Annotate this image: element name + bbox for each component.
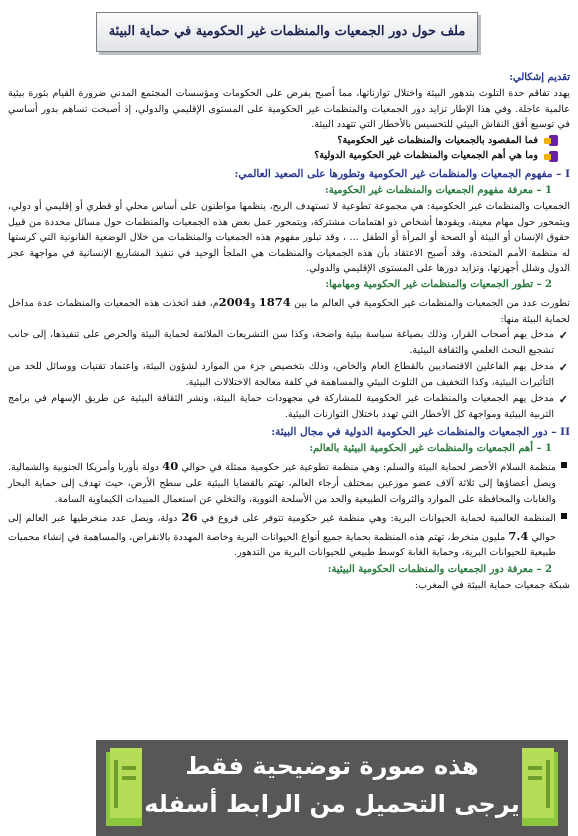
check-icon: ✓ xyxy=(558,361,568,375)
list-item: ✓ مدخل يهم أصحاب القرار، وذلك بصياغة سياسة بيئية واضحة، وكذا سن التشريعات الملائمة لحماية البيئة والحرص على تنفيذها، إلى جانب تشجيع البحث العلمي والثقافة البيئية. xyxy=(8,329,568,356)
section1-sub1-paragraph: الجمعيات والمنظمات غير الحكومية: هي مجموعة تطوعية لا تستهدف الربح، ينظمها مواطنون على أساس محلي أو قطري أو إقليمي أو دولي، ويتمحور حول مهام معينة، ويقودها أشخاص ذو اهتمامات مشتركة، ويتمحور عمل بعض هذه الجمعيات والمنظمات حول مسائل محددة من قبيل حقوق الإنسان أو البيئة أو الصحة أو المرأة أو الطفل ... ، وقد تبلور مفهوم هذه الجمعيات والمنظمات من خلال الوضعية القانونية التي كرستها له منظمة الأمم المتحدة، وقد أصبح الاعتقاد بأن هذه الجمعيات والمنظمات هي الملجأ الوحيد في تنفيذ المشاريع الإنسانية في مواجهة عجز الدول وشلل أجهزتها، وتزايد دورها على المستوى الإقليمي والدولي. xyxy=(8,201,570,275)
check-icon: ✓ xyxy=(558,329,568,343)
section2-sub2-heading: 2 – معرفة دور الجمعيات والمنظمات الحكومية البيئية: xyxy=(327,563,552,575)
square-bullet-icon xyxy=(561,462,567,468)
year-number: 2004 xyxy=(218,294,251,309)
question-text: وما هي أهم الجمعيات والمنظمات غير الحكومية الدولية؟ xyxy=(314,150,538,162)
document-body xyxy=(8,70,570,594)
year-number: 1874 xyxy=(258,294,291,309)
list-item: ✓ مدخل يهم الفاعلين الاقتصاديين بالقطاع العام والخاص، وذلك بتخصيص جزء من الموارد لشؤون البيئة، واعتماد تقنيات ووسائل للحد من التأثيرات البيئية، وكذا التخفيف من التلوث البيئي والمساهمة في كلفة معالجة الاختلالات البيئية. xyxy=(8,361,568,388)
intro-paragraph: يهدد تفاقم حدة التلوث بتدهور البيئة واختلال توازناتها، مما أصبح يفرض على الحكومات ومؤسسات المجتمع المدني ضرورة القيام بثورة بيئية عالمية عاجلة. وفي هذا الإطار تزايد دور الجمعيات والمنظمات غير الحكومية على المستوى الإقليمي والدولي، إذ أصبحت تساهم بدور أساسي في توسيع أفق النقاش البيئي للتحسيس بالأخطار التي تتهدد البيئة. xyxy=(8,88,570,131)
question-item xyxy=(8,133,570,149)
list-item: ✓ مدخل يهم الجمعيات والمنظمات غير الحكومية للمشاركة في مجهودات حماية البيئة، ونشر الثقافة البيئية عن طريق الإسهام في برامج التربية البيئية ومواجهة كل الأخطار التي تهدد باختلال التوازنات البيئية. xyxy=(8,393,568,420)
book-bullet-icon xyxy=(544,150,558,163)
section1-sub1-heading: 1 – معرفة مفهوم الجمعيات والمنظمات غير الحكومية: xyxy=(325,184,552,196)
section2-heading: II – دور الجمعيات والمنظمات غير الحكومية الدولية في مجال البيئة: xyxy=(271,426,570,439)
section1-sub2-paragraph: تطورت عدد من الجمعيات والمنظمات غير الحكومية في العالم ما بين 1874 و2004م، فقد اتخذت هذه الجمعيات والمنظمات عدة مداخل لحماية البيئة منها: xyxy=(8,294,570,325)
section2-sub2-paragraph: شبكة جمعيات حماية البيئة في المغرب: xyxy=(414,580,570,592)
list-item: منظمة السلام الأخضر لحماية البيئة والسلم: وهي منظمة تطوعية غير حكومية ممثلة في حوالي 40 دولة بأوربا وأمريكا الجنوبية والشمالية. ويصل أعضاؤها إلى ثلاثة آلاف عضو موزعين بمختلف أرجاء العالم، تهتم بالقضايا البيئية على سطح الأرض، حيث تهدف إلى حماية البحار والغابات والمحافظة على الموارد والثروات الطبيعية والحد من الأسلحة النووية، والتخلي عن استعمال المبيدات الكيماوية السامة. xyxy=(8,457,570,507)
page-title: ملف حول دور الجمعيات والمنظمات غير الحكومية في حماية البيئة xyxy=(108,24,466,40)
intro-heading: تقديم إشكالي: xyxy=(509,72,570,83)
title-box xyxy=(96,12,478,52)
list-item: المنظمة العالمية لحماية الحيوانات البرية: وهي منظمة غير حكومية تتوفر على فروع في 26 دولة، ويصل عدد منخرطيها عبر العالم إلى حوالي 7.4 مليون منخرط، تهتم هذه المنظمة بحماية جميع أنواع الحيوانات البرية وخاصة المهددة بالانقراض، والمساهمة في إنشاء محميات طبيعية للحيوانات البرية، وحماية الغابة كوسط طبيعي للحيوانات البرية من التدهور. xyxy=(8,508,570,561)
section2-sub1-heading: 1 – أهم الجمعيات والمنظمات غير الحكومية البيئية بالعالم: xyxy=(309,443,552,455)
question-item xyxy=(8,148,570,164)
section1-heading: I – مفهوم الجمعيات والمنظمات غير الحكومية وتطورها على الصعيد العالمي: xyxy=(234,167,570,180)
square-bullet-icon xyxy=(561,513,567,519)
organizations-list xyxy=(8,457,570,560)
question-text: فما المقصود بالجمعيات والمنظمات غير الحكومية؟ xyxy=(337,134,538,146)
book-bullet-icon xyxy=(544,134,558,147)
approaches-list xyxy=(8,327,570,422)
watermark-line1: هذه صورة توضيحية فقط xyxy=(185,752,479,780)
section1-sub2-heading: 2 – تطور الجمعيات والمنظمات غير الحكومية ومهامها: xyxy=(325,278,552,290)
check-icon: ✓ xyxy=(558,393,568,407)
watermark-line2: يرجى التحميل من الرابط أسفله xyxy=(144,790,520,818)
watermark-banner xyxy=(96,740,568,836)
